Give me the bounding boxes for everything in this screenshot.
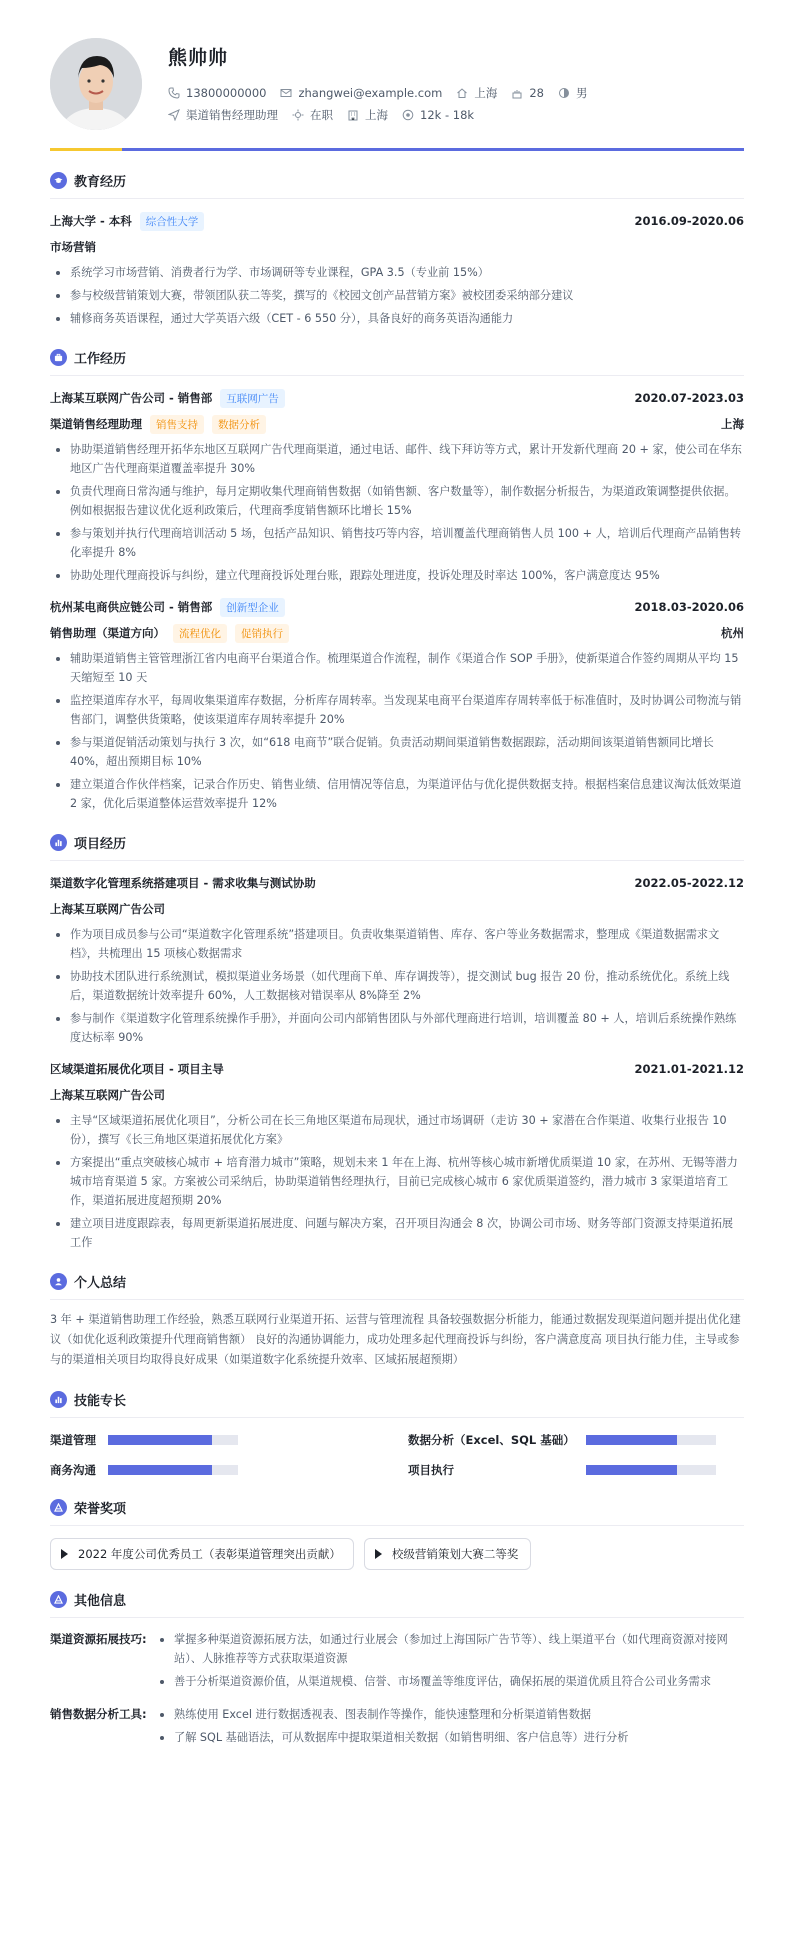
education-entry [50,211,744,328]
work-bullets [50,440,744,585]
honor-label: 校级营销策划大赛二等奖 [391,1547,519,1561]
work-date: 2020.07-2023.03 [634,391,744,405]
company-label: 上海某互联网广告公司 - 销售部 [50,391,213,405]
summary-section-header [50,1272,744,1300]
project-company-row [50,1085,744,1105]
list-item: 协助技术团队进行系统测试，模拟渠道业务场景（如代理商下单、库存调拨等），提交测试 bug 报告 20 份，推动系统优化。系统上线后，渠道数据统计效率提升 60%，人工数据核对错误率从 8%降至 2% [50,967,744,1005]
education-row [50,211,744,231]
skill-bar [586,1465,716,1475]
status-item [292,107,333,123]
list-item: 作为项目成员参与公司“渠道数字化管理系统”搭建项目。负责收集渠道销售、库存、客户等业务数据需求，整理成《渠道数据需求文档》，共梳理出 15 项核心数据需求 [50,925,744,963]
major-row [50,237,744,257]
target-city-item [347,107,388,123]
info-icon [50,1591,67,1608]
education-date: 2016.09-2020.06 [634,214,744,228]
skill-name: 渠道管理 [50,1433,96,1447]
other-bullets [154,1705,744,1747]
project-company: 上海某互联网广告公司 [50,902,165,916]
skill-name: 数据分析（Excel、SQL 基础） [408,1433,575,1447]
work-location: 上海 [721,417,744,431]
role-row [50,414,744,434]
other-label: 销售数据分析工具: [50,1707,147,1721]
work-section-header [50,348,744,376]
section-title: 荣誉奖项 [74,1502,127,1517]
projects-section-header [50,833,744,861]
skill-bar [108,1465,238,1475]
list-item: 善于分析渠道资源价值，从渠道规模、信誉、市场覆盖等维度评估，确保拓展的渠道优质且符合公司业务需求 [154,1672,744,1691]
role [50,415,266,434]
skill-item [50,1432,408,1448]
email-icon [280,87,292,99]
divider-accent-blue [122,148,744,151]
list-item: 建立渠道合作伙伴档案，记录合作历史、销售业绩、信用情况等信息，为渠道评估与优化提供数据支持。根据档案信息建议淘汰低效渠道 2 家，优化后渠道整体运营效率提升 12% [50,775,744,813]
phone-number: 13800000000 [186,85,267,100]
skill-bar-fill [586,1465,677,1475]
gender: 男 [575,85,588,100]
work-row [50,597,744,617]
contact-row [168,82,744,104]
avatar [50,38,142,130]
age-item [511,86,544,100]
project-bullets [50,1111,744,1252]
role-tag: 销售支持 [150,415,204,434]
role [50,624,289,643]
job-status: 在职 [310,107,333,122]
project-entry [50,1059,744,1252]
work-entry [50,388,744,585]
education-section-header [50,171,744,199]
role-label: 销售助理（渠道方向） [50,626,165,640]
gender-icon [558,87,570,99]
section-title: 个人总结 [74,1276,127,1291]
summary-text: 3 年 + 渠道销售助理工作经验，熟悉互联网行业渠道开拓、运营与管理流程 具备较强数据分析能力，能通过数据发现渠道问题并提出优化建议（如优化返利政策提升代理商销售额） 良好的沟通协调能力，成功处理多起代理商投诉与纠纷，客户满意度高 项目执行能力佳，主导或参与的渠道相关项目均取得良好成果（如渠道数字化系统提升效率、区域拓展超预期） [50,1313,741,1366]
salary: 12k - 18k [420,107,475,122]
list-item: 协助渠道销售经理开拓华东地区互联网广告代理商渠道，通过电话、邮件、线下拜访等方式，累计开发新代理商 20 + 家，使公司在华东地区广告代理商渠道覆盖率提升 30% [50,440,744,478]
company-name [50,389,285,408]
list-item: 协助处理代理商投诉与纠纷，建立代理商投诉处理台账，跟踪处理进度，投诉处理及时率达 100%，客户满意度达 95% [50,566,744,585]
list-item: 监控渠道库存水平，每周收集渠道库存数据，分析库存周转率。当发现某电商平台渠道库存周转率低于标准值时，及时协调公司物流与销售部门，调整供货策略，使该渠道库存周转率提升 20% [50,691,744,729]
project-bullets [50,925,744,1047]
other-info [50,1630,744,1751]
project-row [50,1059,744,1079]
phone-icon [168,87,180,99]
send-icon [168,109,180,121]
list-item: 负责代理商日常沟通与维护，每月定期收集代理商销售数据（如销售额、客户数量等），制作数据分析报告，为渠道政策调整提供依据。例如根据报告建议优化返利政策后，代理商季度销售额环比增长 15% [50,482,744,520]
role-tag: 流程优化 [173,624,227,643]
city: 上海 [474,85,498,100]
other-row [50,1705,744,1751]
skill-bar [108,1435,238,1445]
graduation-cap-icon [50,172,67,189]
list-item: 建立项目进度跟踪表，每周更新渠道拓展进度、问题与解决方案，召开项目沟通会 8 次，协调公司市场、财务等部门资源支持渠道拓展工作 [50,1214,744,1252]
list-item: 辅助渠道销售主管管理浙江省内电商平台渠道合作。梳理渠道合作流程，制作《渠道合作 SOP 手册》，使新渠道合作签约周期从平均 15 天缩短至 10 天 [50,649,744,687]
list-item: 参与渠道促销活动策划与执行 3 次，如“618 电商节”联合促销。负责活动期间渠道销售数据跟踪，活动期间该渠道销售额同比增长 40%，超出预期目标 10% [50,733,744,771]
header-divider [50,148,744,151]
target-city: 上海 [365,107,388,122]
honor-label: 2022 年度公司优秀员工（表彰渠道管理突出贡献） [78,1547,341,1561]
work-row [50,388,744,408]
skills-section-header [50,1390,744,1418]
company-tag: 创新型企业 [220,598,285,617]
skill-item [408,1432,744,1448]
skill-item [408,1462,744,1478]
list-item: 参与制作《渠道数字化管理系统操作手册》，并面向公司内部销售团队与外部代理商进行培训，培训覆盖 80 + 人，培训后系统操作熟练度达标率 90% [50,1009,744,1047]
skill-name: 项目执行 [408,1463,454,1477]
email-item [280,86,442,100]
age: 28 [529,85,544,100]
list-item: 参与策划并执行代理商培训活动 5 场，包括产品知识、销售技巧等内容，培训覆盖代理商销售人员 100 + 人，培训后代理商产品销售转化率提升 8% [50,524,744,562]
email-address: zhangwei@example.com [298,85,443,100]
honors-list [50,1538,744,1570]
bar-chart-icon [50,1391,67,1408]
skill-bar-fill [108,1435,212,1445]
role-label: 渠道销售经理助理 [50,417,142,431]
work-entry [50,597,744,813]
project-name: 区域渠道拓展优化项目 - 项目主导 [50,1062,224,1076]
list-item: 参与校级营销策划大赛，带领团队获二等奖，撰写的《校园文创产品营销方案》被校团委采纳部分建议 [50,286,744,305]
other-label: 渠道资源拓展技巧: [50,1632,147,1646]
section-title: 工作经历 [74,352,127,367]
resume-header [50,28,744,140]
skill-name: 商务沟通 [50,1463,96,1477]
list-item: 方案提出“重点突破核心城市 + 培育潜力城市”策略，规划未来 1 年在上海、杭州等核心城市新增优质渠道 10 家，在苏州、无锡等潜力城市培育渠道 5 家。方案被公司采纳后，协助渠道销售经理执行，目前已完成核心城市 6 家优质渠道签约，潜力城市 3 家渠道培育工作，渠道拓展进度超预期 20% [50,1153,744,1210]
section-title: 技能专长 [74,1394,127,1409]
work-bullets [50,649,744,813]
intent-row [168,104,744,126]
other-content [154,1630,744,1695]
honors-section-header [50,1498,744,1526]
other-bullets [154,1630,744,1691]
header-info [168,43,744,126]
section-title: 其他信息 [74,1594,127,1609]
project-date: 2021.01-2021.12 [634,1062,744,1076]
target-job-item [168,107,278,123]
status-icon [292,109,304,121]
award-icon [50,1499,67,1516]
city-item [456,85,497,101]
divider-accent-yellow [50,148,122,151]
play-icon [375,1549,382,1559]
candidate-name: 熊帅帅 [168,46,229,69]
target-job: 渠道销售经理助理 [186,107,278,122]
building-icon [347,109,359,121]
other-row [50,1630,744,1695]
cake-icon [511,87,523,99]
company-tag: 互联网广告 [220,389,285,408]
work-date: 2018.03-2020.06 [634,600,744,614]
list-item: 辅修商务英语课程，通过大学英语六级（CET - 6 550 分），具备良好的商务英语沟通能力 [50,309,744,328]
school-tag: 综合性大学 [140,212,205,231]
school-name [50,212,204,231]
bar-chart-icon [50,834,67,851]
list-item: 主导“区域渠道拓展优化项目”，分析公司在长三角地区渠道布局现状，通过市场调研（走访 30 + 家潜在合作渠道、收集行业报告 10 份），撰写《长三角地区渠道拓展优化方案》 [50,1111,744,1149]
work-location: 杭州 [721,626,744,640]
section-title: 教育经历 [74,175,127,190]
skills-grid [50,1432,744,1478]
education-bullets [50,263,744,328]
company-label: 杭州某电商供应链公司 - 销售部 [50,600,213,614]
role-row [50,623,744,643]
company-name [50,598,285,617]
list-item: 系统学习市场营销、消费者行为学、市场调研等专业课程，GPA 3.5（专业前 15%） [50,263,744,282]
gender-item [558,85,588,101]
honor-badge [50,1538,354,1570]
project-date: 2022.05-2022.12 [634,876,744,890]
phone-item [168,86,266,100]
skill-item [50,1462,408,1478]
role-tag: 促销执行 [235,624,289,643]
coin-icon [402,109,414,121]
list-item: 熟练使用 Excel 进行数据透视表、图表制作等操作，能快速整理和分析渠道销售数据 [154,1705,744,1724]
project-entry [50,873,744,1047]
skill-bar-fill [586,1435,677,1445]
honor-badge [364,1538,532,1570]
skill-bar-fill [108,1465,212,1475]
role-tag: 数据分析 [212,415,266,434]
list-item: 掌握多种渠道资源拓展方法，如通过行业展会（参加过上海国际广告节等）、线上渠道平台（如代理商资源对接网站）、人脉推荐等方式获取渠道资源 [154,1630,744,1668]
skill-bar [586,1435,716,1445]
user-icon [50,1273,67,1290]
section-title: 项目经历 [74,837,127,852]
school-degree: 上海大学 - 本科 [50,214,132,228]
project-row [50,873,744,893]
salary-item [402,108,474,122]
project-name: 渠道数字化管理系统搭建项目 - 需求收集与测试协助 [50,876,316,890]
home-icon [456,87,468,99]
play-icon [61,1549,68,1559]
other-content [154,1705,744,1751]
other-section-header [50,1590,744,1618]
project-company-row [50,899,744,919]
list-item: 了解 SQL 基础语法，可从数据库中提取渠道相关数据（如销售明细、客户信息等）进行分析 [154,1728,744,1747]
major: 市场营销 [50,240,96,254]
project-company: 上海某互联网广告公司 [50,1088,165,1102]
briefcase-icon [50,349,67,366]
